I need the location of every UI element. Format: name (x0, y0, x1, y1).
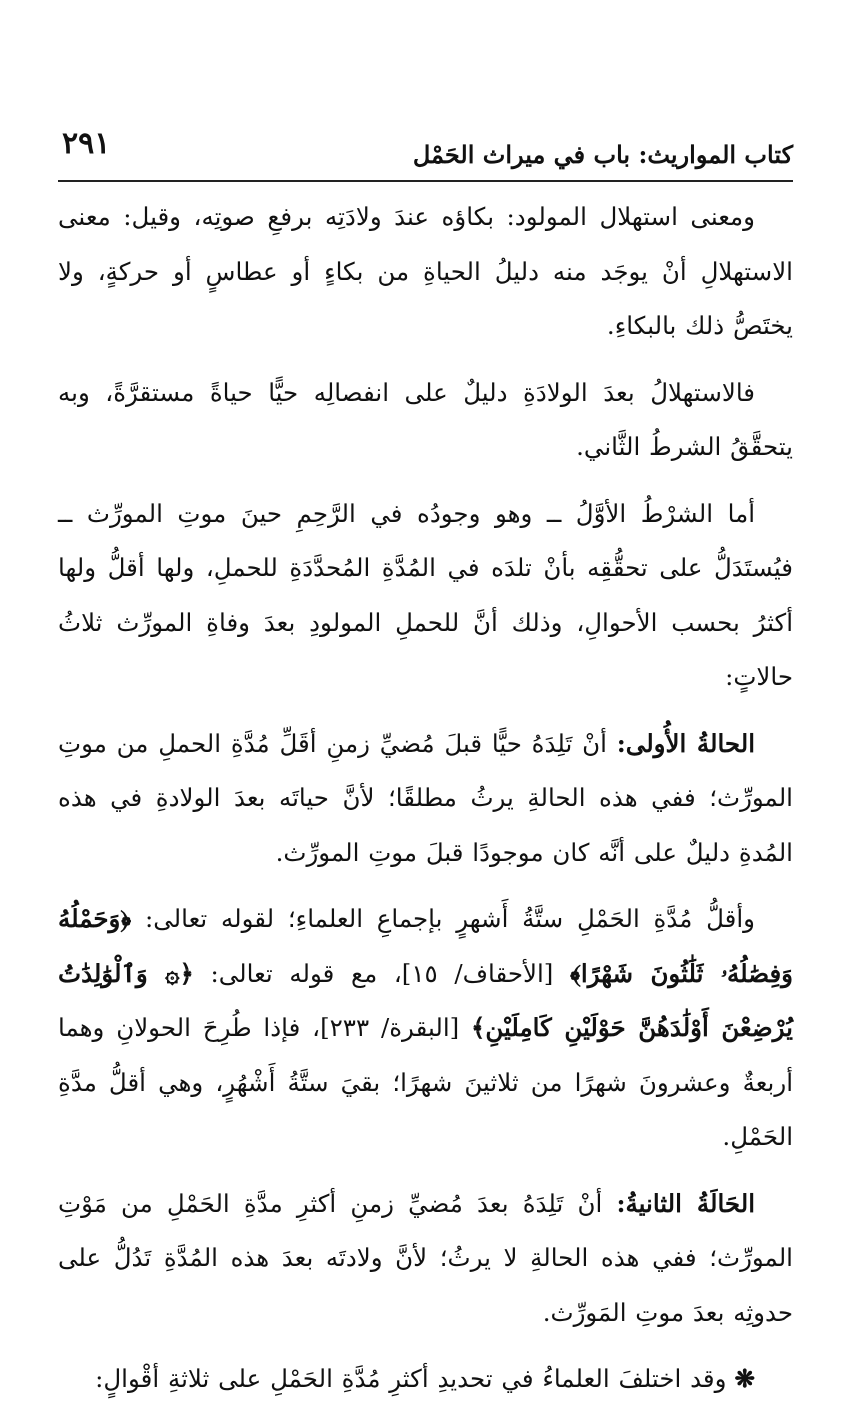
quran-verse-baqara: ﴿۞ وَٱلْوَٰلِدَٰتُ يُرْضِعْنَ أَوْلَٰدَهُنَّ حَوْلَيْنِ كَامِلَيْنِ﴾ (58, 958, 793, 1042)
page-number: ٢٩١ (62, 126, 111, 161)
book-page (58, 120, 793, 1419)
paragraph-text: أما الشرْطُ الأوَّلُ ــ وهو وجودُه في الرَّحِمِ حينَ موتِ المورِّث ــ فيُستَدَلُّ على تحقُّقِه بأنْ تلدَه في المُدَّةِ المُحدَّدَةِ للحملِ، ولها أقلُّ ولها أكثرُ بحسب الأحوالِ، وذلك أنَّ للحملِ المولودِ بعدَ وفاةِ المورِّث ثلاثُ حالاتٍ: (58, 498, 793, 691)
asterism-icon: ❋ (734, 1364, 755, 1393)
case-one-heading: الحالةُ الأُولى: (616, 728, 755, 758)
paragraph-case-one (58, 717, 793, 881)
paragraph-case-two (58, 1177, 793, 1341)
paragraph-text: أنْ تَلِدَهُ حيًّا قبلَ مُضيِّ زمنِ أقَلِّ مُدَّةِ الحملِ من موتِ المورِّث؛ ففي هذه الحالةِ يرثُ مطلقًا؛ لأنَّ حياتَه بعدَ الولادةِ في هذه المُدةِ دليلٌ على أنَّه كان موجودًا قبلَ موتِ المورِّث. (58, 728, 793, 867)
paragraph-second-condition (58, 366, 793, 475)
page-header (58, 120, 793, 182)
paragraph-text: وأقلُّ مُدَّةِ الحَمْلِ ستَّةُ أَشهرٍ بإجماعِ العلماءِ؛ لقوله تعالى: (131, 904, 755, 933)
paragraph-text: وقد اختلفَ العلماءُ في تحديدِ أكثرِ مُدَّةِ الحَمْلِ على ثلاثةِ أقْوالٍ: (95, 1364, 727, 1393)
paragraph-istihlal-meaning (58, 190, 793, 354)
quran-verse-ahqaf: ﴿وَحَمْلُهُ وَفِصَٰلُهُۥ ثَلَٰثُونَ شَهْرًا﴾ (58, 904, 793, 988)
paragraph-text: [البقرة/ ٢٣٣]، فإذا طُرِحَ الحولانِ وهما أربعةٌ وعشرونَ شهرًا من ثلاثينَ شهرًا؛ بقيَ ستَّةُ أَشْهُرٍ، وهي أقلُّ مدَّةِ الحَمْلِ. (58, 1013, 793, 1151)
paragraph-text: فالاستهلالُ بعدَ الولادَةِ دليلٌ على انفصالِه حيًّا حياةً مستقرَّةً، وبه يتحقَّقُ الشرطُ الثَّاني. (58, 377, 793, 461)
page-body (58, 190, 793, 1407)
paragraph-text: أنْ تَلِدَهُ بعدَ مُضيِّ زمنِ أكثرِ مدَّةِ الحَمْلِ من مَوْتِ المورِّث؛ ففي هذه الحالةِ لا يرثُ؛ لأنَّ ولادتَه بعدَ هذه المُدَّةِ تَدُلُّ على حدوثِه بعدَ موتِ المَورِّث. (58, 1188, 793, 1327)
paragraph-scholars-disagreement (58, 1352, 793, 1407)
running-title: كتاب المواريث: باب في ميراث الحَمْل (412, 140, 793, 169)
paragraph-text: [الأحقاف/ ١٥]، مع قوله تعالى: (193, 958, 571, 988)
paragraph-first-condition (58, 487, 793, 705)
case-two-heading: الحَالَةُ الثانيةُ: (616, 1188, 756, 1218)
paragraph-minimum-term (58, 892, 793, 1165)
paragraph-text: ومعنى استهلال المولود: بكاؤه عندَ ولادَتِه برفعِ صوتِه، وقيل: معنى الاستهلالِ أنْ يوجَد منه دليلُ الحياةِ من بكاءٍ أو عطاسٍ أو حركةٍ، ولا يختَصُّ ذلك بالبكاءِ. (58, 202, 793, 340)
